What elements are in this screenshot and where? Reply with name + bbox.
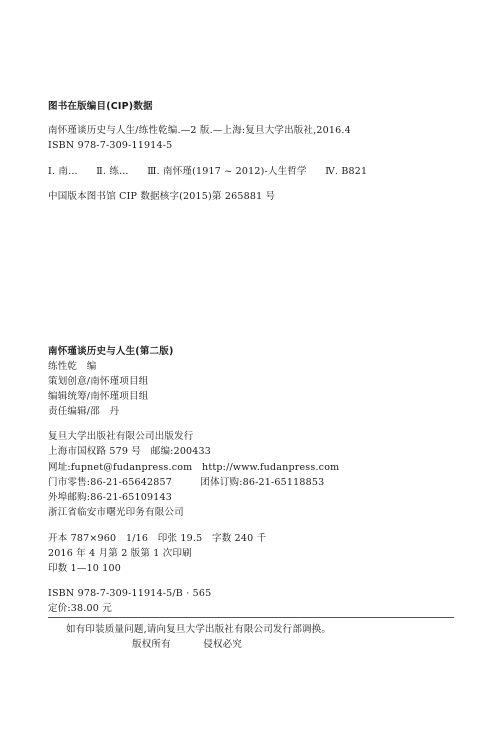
publisher-phones	[48, 477, 324, 489]
cip-heading: 图书在版编目(CIP)数据	[48, 101, 153, 112]
book-title: 南怀瑾谈历史与人生(第二版)	[48, 346, 174, 357]
book-price: 定价:38.00 元	[48, 603, 112, 614]
cip-subject-2: Ⅱ. 练…	[96, 166, 129, 177]
book-editor: 练性乾 编	[48, 361, 97, 372]
divider-rule	[48, 617, 454, 618]
publisher-web: 网址:fupnet@fudanpress.com http://www.fudanpress.com	[48, 462, 340, 473]
book-format: 开本 787×960 1/16 印张 19.5 字数 240 千	[48, 533, 267, 544]
publisher-name: 复旦大学出版社有限公司出版发行	[48, 431, 194, 442]
cip-subject-3: Ⅲ. 南怀瑾(1917 ~ 2012)-人生哲学	[147, 166, 307, 177]
full-isbn: ISBN 978-7-309-11914-5/B · 565	[48, 588, 212, 599]
quality-notice: 如有印装质量问题,请向复旦大学出版社有限公司发行部调换。	[66, 624, 332, 635]
book-edition: 2016 年 4 月第 2 版第 1 次印刷	[48, 548, 192, 559]
book-planning: 策划创意/南怀瑾项目组	[48, 376, 149, 387]
cip-entry: 南怀瑾谈历史与人生/练性乾编.—2 版.—上海:复旦大学出版社,2016.4	[48, 125, 351, 136]
group-order-phone: 团体订购:86-21-65118853	[200, 477, 325, 488]
rights-reserved: 版权所有	[132, 639, 171, 650]
cip-subject-1: Ⅰ. 南…	[48, 166, 78, 177]
printer-name: 浙江省临安市曙光印务有限公司	[48, 507, 184, 518]
cip-record: 中国版本图书馆 CIP 数据核字(2015)第 265881 号	[48, 191, 276, 202]
book-coordination: 编辑统筹/南怀瑾项目组	[48, 391, 149, 402]
piracy-warning: 侵权必究	[203, 639, 243, 650]
cip-subjects	[48, 166, 367, 178]
publisher-address: 上海市国权路 579 号 邮编:200433	[48, 446, 212, 457]
mail-order-phone: 外埠邮购:86-21-65109143	[48, 492, 172, 503]
retail-phone: 门市零售:86-21-65642857	[48, 477, 172, 488]
cip-subject-4: Ⅳ. B821	[325, 166, 368, 177]
cip-isbn: ISBN 978-7-309-11914-5	[48, 140, 173, 151]
book-responsible-editor: 责任编辑/邵 丹	[48, 406, 120, 417]
print-run: 印数 1—10 100	[48, 563, 122, 574]
copyright-notice	[132, 639, 242, 651]
